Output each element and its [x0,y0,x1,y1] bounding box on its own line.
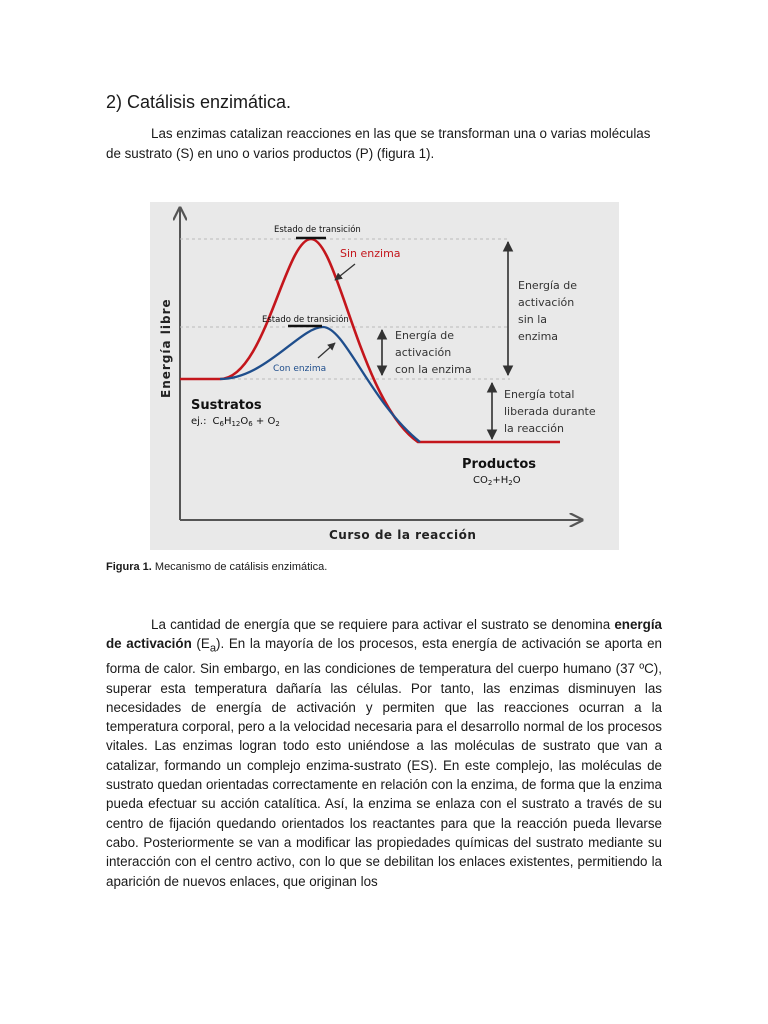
y-axis-label: Energía libre [159,298,173,398]
figure-caption [106,561,327,573]
sustratos-formula: ej.: $C_6H_{12}O_6 + O_2$ [191,416,280,428]
con-enzima-pointer [318,343,335,358]
body-open: (E [191,636,210,652]
body-paragraph [106,615,662,891]
sustratos-label: Sustratos [191,398,262,413]
body-bold-term: energía de activación [106,617,662,652]
annotation-total-energy: Energía total liberada durante la reacción [504,388,596,435]
intro-paragraph: Las enzimas catalizan reacciones en las que se transforman una o varias moléculas de sustrato (S) en uno o varios productos (P) (figura 1). [106,126,651,161]
transition-state-label-top: Estado de transición [274,225,361,235]
caption-text: Mecanismo de catálisis enzimática. [151,561,328,573]
section-title: 2) Catálisis enzimática. [106,92,292,112]
transition-state-label-low: Estado de transición [262,315,349,325]
energy-diagram [150,202,619,550]
body-subscript: a [209,642,217,655]
sin-enzima-pointer [335,264,355,280]
productos-formula: $CO_2+H_2O$ [473,475,521,487]
x-axis-label: Curso de la reacción [329,528,477,542]
body-rest: ). En la mayoría de los procesos, esta energía de activación se aporta en forma de calor. Sin embargo, en las condiciones de temperatura del cuerpo humano (37 ºC), superar esta temperatura dañaría las células. Por tanto, las enzimas disminuyen las necesidades de energía de activación y permiten que las reacciones ocurran a la temperatura corporal, pero a la velocidad necesaria para el desarrollo normal de los procesos vitales. Las enzimas logran todo esto uniéndose a las moléculas de sustrato que van a catalizar, formando un complejo enzima-sustrato (ES). En este complejo, las moléculas de sustrato quedan orientadas correctamente en relación con la enzima, de forma que la enzima pueda efectuar su acción catalítica. Así, la enzima se enlaza con el sustrato a través de su centro de fijación quedando orientados los reactantes para que la reacción pueda llevarse cabo. Posteriormente se van a modificar las propiedades químicas del sustrato mediante su interacción con el centro activo, con lo que se debilitan los enlaces existentes, permitiendo la aparición de nuevos enlaces, que originan los [106,636,662,889]
caption-label: Figura 1. [106,561,152,573]
con-enzima-label: Con enzima [273,364,327,374]
productos-label: Productos [462,457,537,472]
annotation-con-enzima: Energía de activación con la enzima [395,329,472,376]
body-start: La cantidad de energía que se requiere para activar el sustrato se denomina [151,617,615,632]
sin-enzima-label: Sin enzima [340,247,401,260]
energy-diagram-svg [150,202,619,550]
annotation-sin-enzima: Energía de activación sin la enzima [518,279,578,343]
